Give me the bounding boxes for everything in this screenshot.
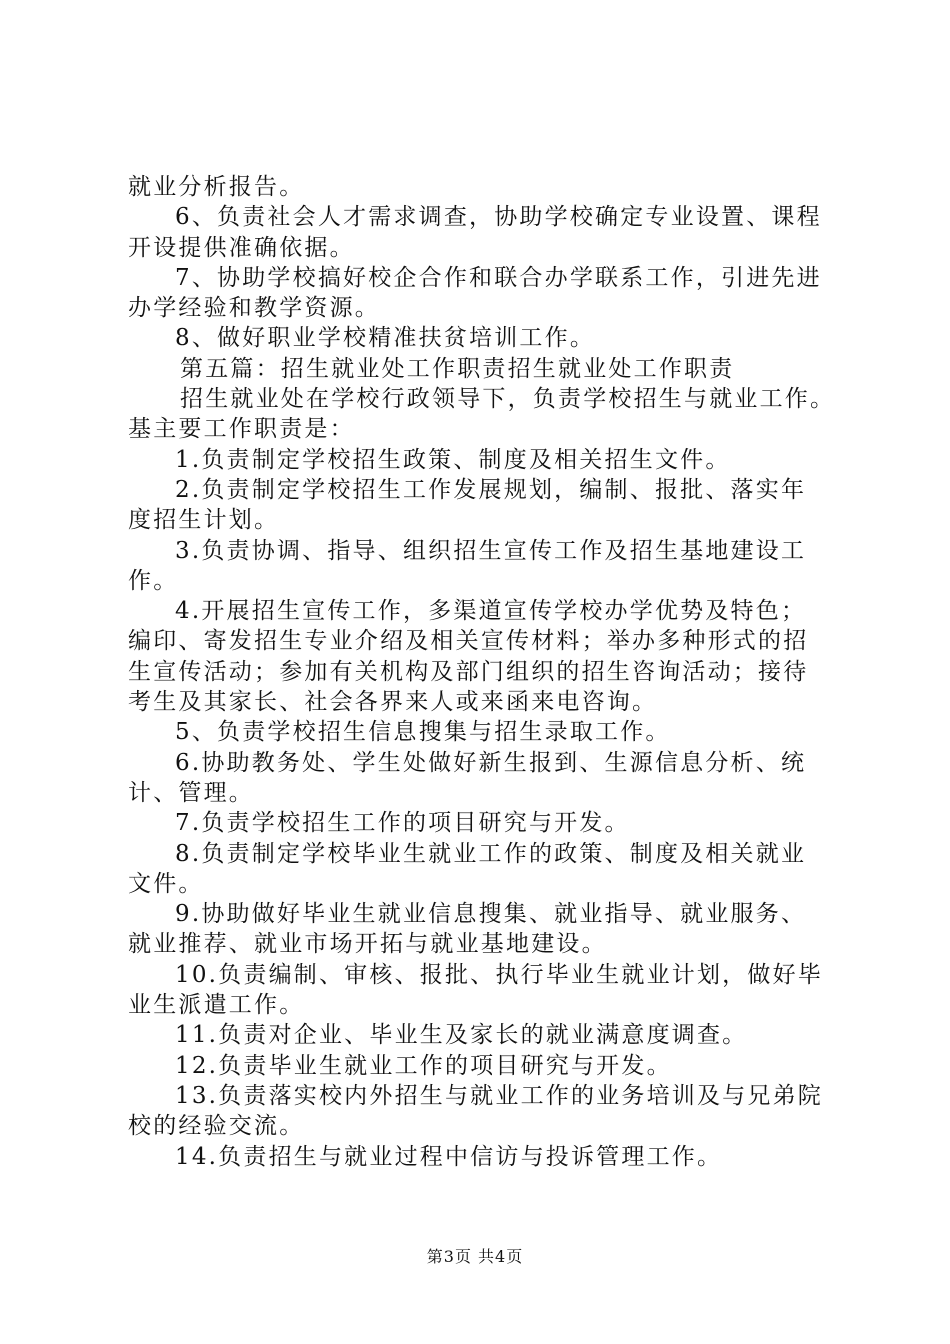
text-line: 就业推荐、就业市场开拓与就业基地建设。	[128, 931, 607, 958]
text-line: 编印、寄发招生专业介绍及相关宣传材料；举办多种形式的招	[128, 628, 809, 655]
text-line: 12.负责毕业生就业工作的项目研究与开发。	[175, 1052, 672, 1079]
text-line: 作。	[128, 567, 179, 594]
text-line: 13.负责落实校内外招生与就业工作的业务培训及与兄弟院	[175, 1082, 823, 1109]
text-line: 办学经验和教学资源。	[128, 295, 380, 322]
text-line: 第五篇：招生就业处工作职责招生就业处工作职责	[180, 355, 735, 382]
text-line: 度招生计划。	[128, 507, 280, 534]
text-line: 计、管理。	[128, 779, 254, 806]
page-number-footer: 第3页 共4页	[426, 1247, 524, 1266]
text-line: 考生及其家长、社会各界来人或来函来电咨询。	[128, 689, 658, 716]
text-line: 11.负责对企业、毕业生及家长的就业满意度调查。	[175, 1022, 748, 1049]
text-line: 6、负责社会人才需求调查，协助学校确定专业设置、课程	[175, 204, 822, 231]
text-line: 4.开展招生宣传工作，多渠道宣传学校办学优势及特色；	[175, 598, 807, 625]
text-line: 就业分析报告。	[128, 174, 305, 200]
text-line: 9.协助做好毕业生就业信息搜集、就业指导、就业服务、	[175, 901, 807, 928]
text-line: 招生就业处在学校行政领导下，负责学校招生与就业工作。	[180, 386, 836, 413]
text-line: 5、负责学校招生信息搜集与招生录取工作。	[175, 719, 671, 746]
text-line: 文件。	[128, 870, 204, 897]
text-line: 10.负责编制、审核、报批、执行毕业生就业计划，做好毕	[175, 961, 823, 988]
text-line: 8、做好职业学校精准扶贫培训工作。	[175, 325, 596, 352]
text-line: 3.负责协调、指导、组织招生宣传工作及招生基地建设工	[175, 537, 807, 564]
text-line: 生宣传活动；参加有关机构及部门组织的招生咨询活动；接待	[128, 658, 809, 685]
text-line: 开设提供准确依据。	[128, 234, 355, 261]
text-line: 1.负责制定学校招生政策、制度及相关招生文件。	[175, 446, 731, 473]
text-line: 2.负责制定学校招生工作发展规划，编制、报批、落实年	[175, 476, 807, 503]
document-body	[128, 172, 836, 1172]
text-line: 7、协助学校搞好校企合作和联合办学联系工作，引进先进	[175, 264, 822, 291]
text-line: 6.协助教务处、学生处做好新生报到、生源信息分析、统	[175, 749, 807, 776]
text-line: 7.负责学校招生工作的项目研究与开发。	[175, 810, 630, 837]
text-line: 业生派遣工作。	[128, 992, 305, 1019]
text-line: 8.负责制定学校毕业生就业工作的政策、制度及相关就业	[175, 840, 807, 867]
text-line: 校的经验交流。	[128, 1113, 305, 1140]
text-line: 14.负责招生与就业过程中信访与投诉管理工作。	[175, 1143, 723, 1170]
text-line: 基主要工作职责是：	[128, 416, 355, 443]
